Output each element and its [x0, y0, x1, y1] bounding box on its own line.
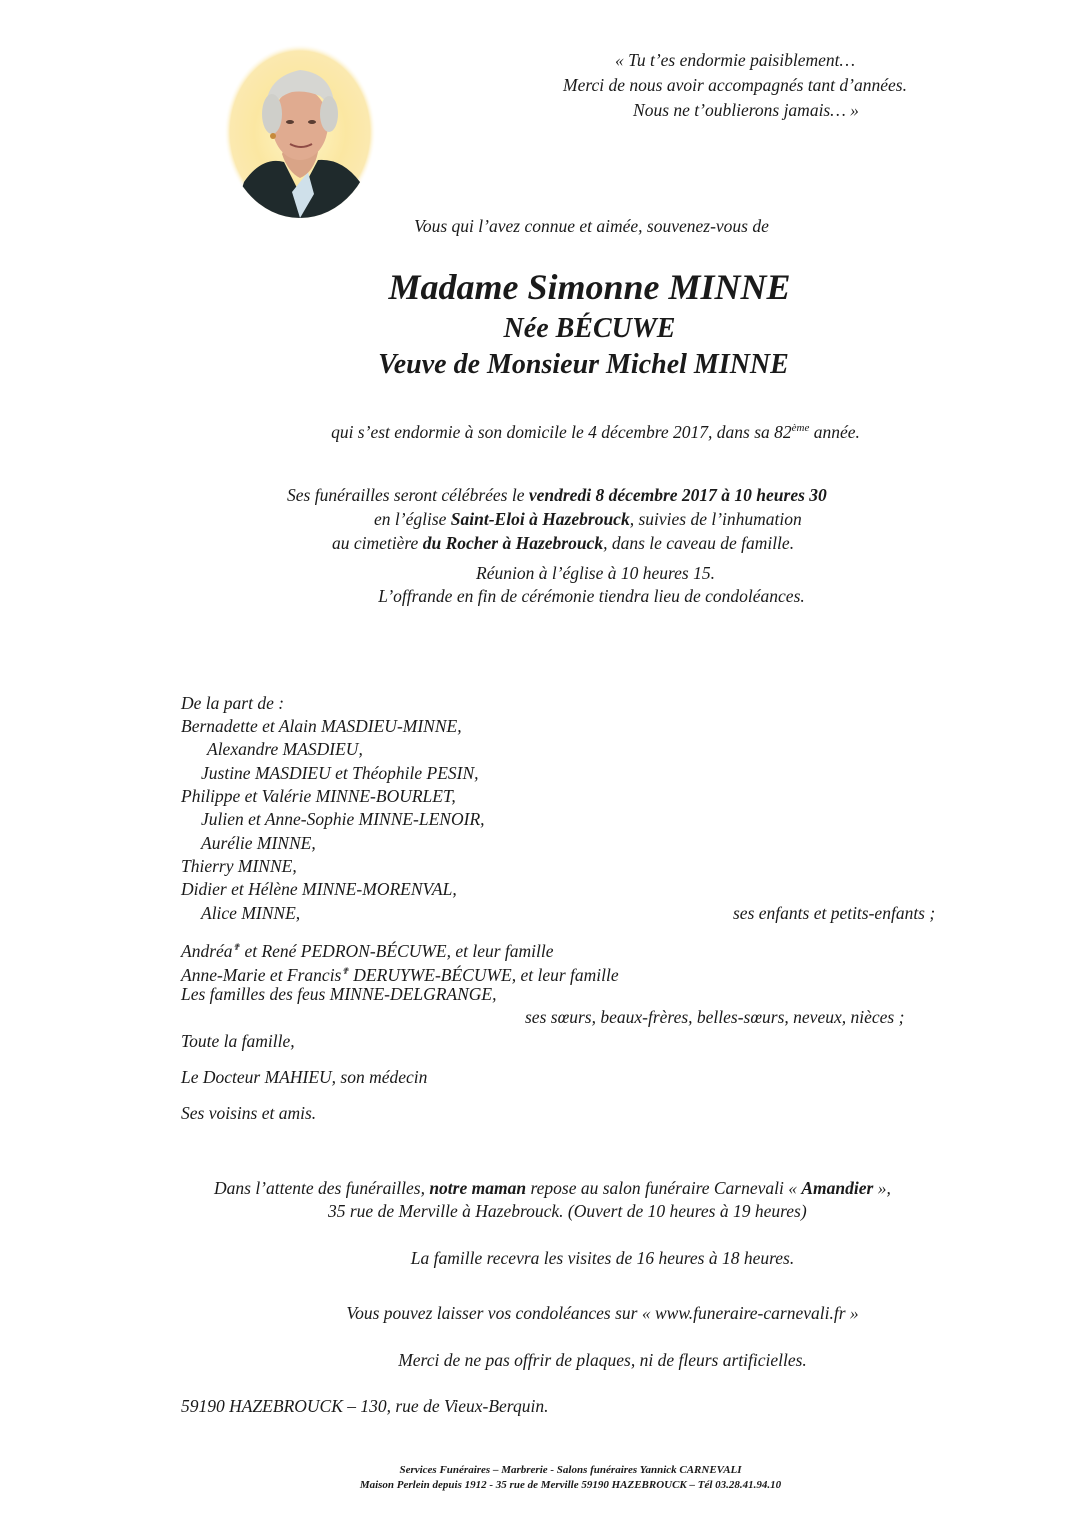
footer-address: Maison Perlein depuis 1912 - 35 rue de Merville 59190 HAZEBROUCK – Tél 03.28.41.94.10	[359, 1479, 782, 1491]
footer-company: Services Funéraires – Marbrerie - Salons funéraires Yannick CARNEVALI	[399, 1464, 742, 1476]
family-member: Didier et Hélène MINNE-MORENVAL,	[181, 879, 457, 899]
offering-note: L’offrande en fin de cérémonie tiendra lieu de condoléances.	[378, 586, 805, 606]
widow-of: Veuve de Monsieur Michel MINNE	[378, 349, 789, 380]
family-member: Anne-Marie et Francis✟ DERUYWE-BÉCUWE, et leur famille	[181, 965, 619, 985]
condolences-info: Vous pouvez laisser vos condoléances sur « www.funeraire-carnevali.fr »	[346, 1303, 859, 1323]
family-member: Andréa✟ et René PEDRON-BÉCUWE, et leur famille	[181, 941, 554, 961]
family-member: Les familles des feus MINNE-DELGRANGE,	[181, 984, 497, 1004]
quote-line: Nous ne t’oublierons jamais… »	[633, 100, 859, 120]
cross-icon: ✟	[232, 942, 241, 952]
family-member: Justine MASDIEU et Théophile PESIN,	[201, 763, 479, 783]
family-header: De la part de :	[181, 693, 285, 713]
funeral-line-2: en l’église Saint-Eloi à Hazebrouck, suivies de l’inhumation	[374, 509, 802, 529]
deceased-name: Madame Simonne MINNE	[388, 267, 791, 307]
epitaph-quote	[520, 48, 950, 123]
quote-line: « Tu t’es endormie paisiblement…	[614, 50, 856, 70]
funeral-line-1: Ses funérailles seront célébrées le vendredi 8 décembre 2017 à 10 heures 30	[287, 485, 827, 505]
cross-icon: ✟	[341, 966, 349, 976]
birth-name: Née BÉCUWE	[503, 313, 676, 344]
family-member: Bernadette et Alain MASDIEU-MINNE,	[181, 716, 462, 736]
relation-children: ses enfants et petits-enfants ;	[733, 903, 936, 923]
neighbors: Ses voisins et amis.	[181, 1103, 317, 1123]
meeting-time: Réunion à l’église à 10 heures 15.	[476, 563, 715, 583]
death-announcement: qui s’est endormie à son domicile le 4 décembre 2017, dans sa 82ème année.	[331, 422, 860, 442]
family-member: Thierry MINNE,	[181, 856, 297, 876]
quote-line: Merci de nous avoir accompagnés tant d’années.	[563, 75, 907, 95]
family-member: Alexandre MASDIEU,	[207, 739, 363, 759]
relation-siblings: ses sœurs, beaux-frères, belles-sœurs, neveux, nièces ;	[525, 1007, 905, 1027]
family-member: Aurélie MINNE,	[201, 833, 316, 853]
home-address: 59190 HAZEBROUCK – 130, rue de Vieux-Berquin.	[181, 1396, 549, 1416]
family-member: Alice MINNE,	[201, 903, 301, 923]
funeral-line-3: au cimetière du Rocher à Hazebrouck, dans le caveau de famille.	[332, 533, 795, 553]
visits-info: La famille recevra les visites de 16 heures à 18 heures.	[410, 1248, 795, 1268]
family-member: Julien et Anne-Sophie MINNE-LENOIR,	[201, 809, 485, 829]
rest-line-2: 35 rue de Merville à Hazebrouck. (Ouvert de 10 heures à 19 heures)	[328, 1201, 807, 1221]
doctor: Le Docteur MAHIEU, son médecin	[181, 1067, 428, 1087]
family-member: Philippe et Valérie MINNE-BOURLET,	[181, 786, 456, 806]
portrait-photo	[222, 44, 378, 220]
intro-text: Vous qui l’avez connue et aimée, souvenez-vous de	[414, 216, 769, 236]
all-family: Toute la famille,	[181, 1031, 295, 1051]
rest-line-1: Dans l’attente des funérailles, notre maman repose au salon funéraire Carnevali « Amandier »,	[214, 1178, 891, 1198]
flowers-note: Merci de ne pas offrir de plaques, ni de fleurs artificielles.	[398, 1350, 807, 1370]
